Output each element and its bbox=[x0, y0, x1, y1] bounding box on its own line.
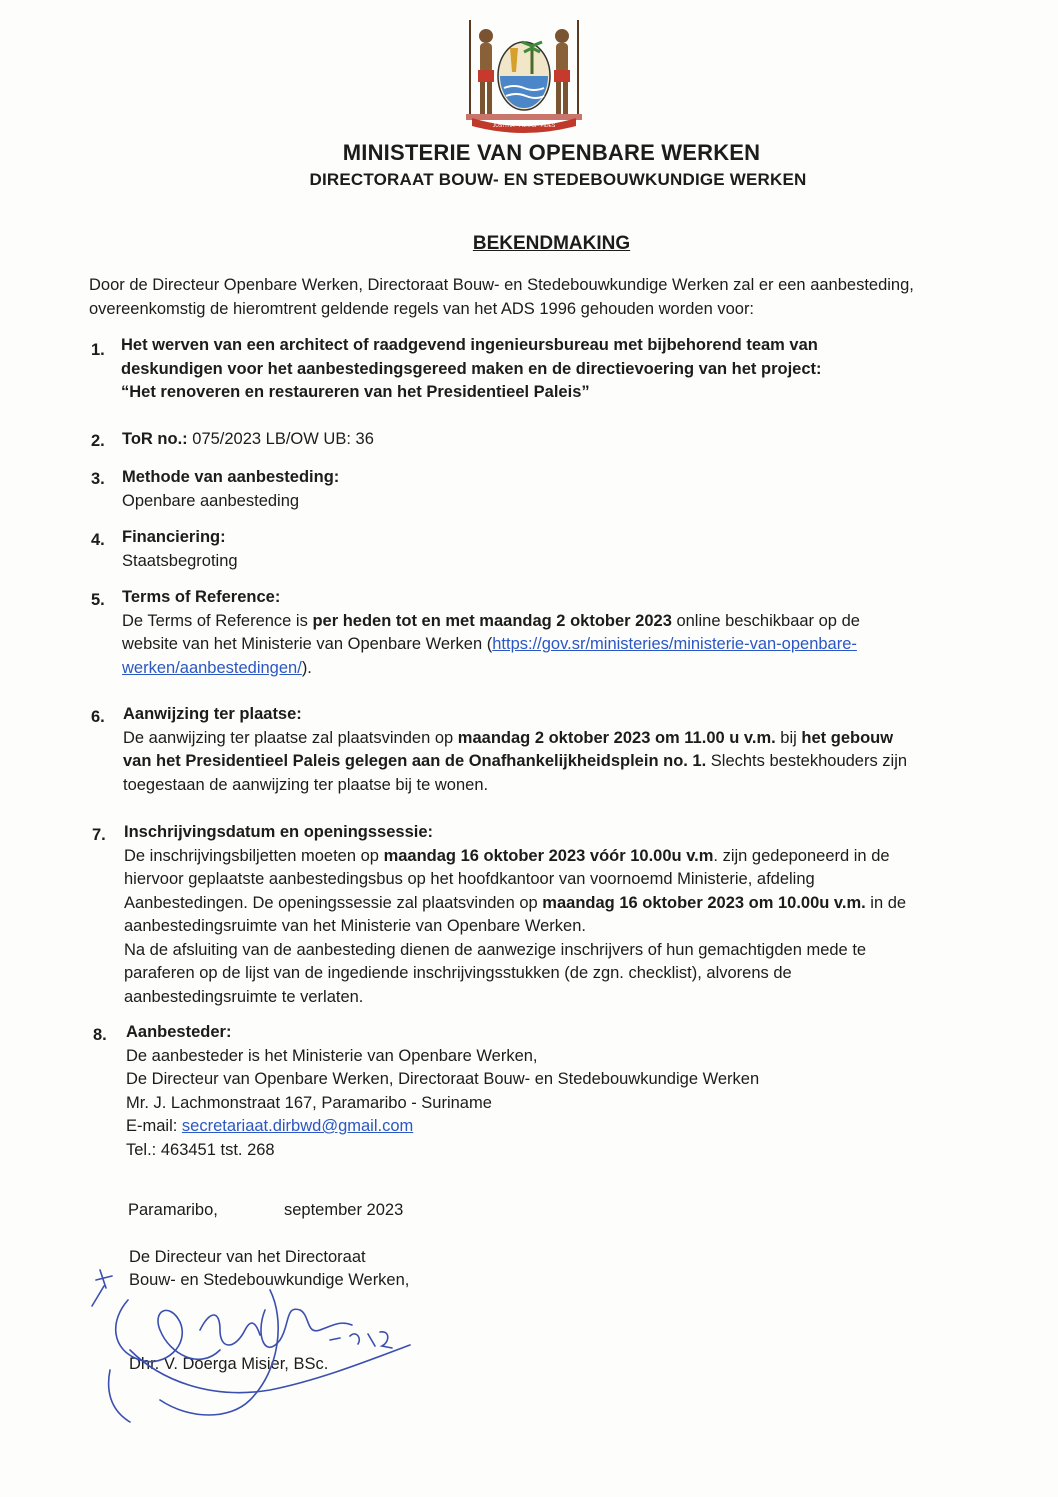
item-7-text-f: in de bbox=[865, 893, 907, 912]
item-6-text-d: het gebouw bbox=[801, 728, 894, 747]
site-visit-location: van het Presidentieel Paleis gelegen aan de Onafhankelijkheidsplein no. 1. bbox=[123, 752, 707, 770]
item-7-text bbox=[124, 821, 1024, 1009]
item-2-number: 2. bbox=[91, 432, 105, 450]
email-link[interactable]: secretariaat.dirbwd@gmail.com bbox=[181, 1117, 414, 1135]
item-8-phone: Tel.: 463451 tst. 268 bbox=[126, 1140, 275, 1159]
shield bbox=[498, 42, 550, 110]
item-5-deadline: per heden tot en met maandag 2 oktober 2023 bbox=[312, 611, 672, 630]
item-1-line-2: deskundigen voor het aanbestedingsgereed maken en de directievoering van het project: bbox=[121, 359, 822, 378]
closing-place: Paramaribo, bbox=[128, 1201, 218, 1219]
right-supporter-figure bbox=[554, 20, 578, 114]
signatory-name: Dhr. V. Doerga Misier, BSc. bbox=[129, 1355, 329, 1373]
item-8-text bbox=[126, 1021, 1006, 1162]
item-7-text-c: . zijn gedeponeerd in de bbox=[713, 846, 890, 865]
item-5-text-a: De Terms of Reference is bbox=[122, 611, 313, 630]
signatory-title-1: De Directeur van het Directoraat bbox=[129, 1248, 366, 1266]
signatory-title-2: Bouw- en Stedebouwkundige Werken, bbox=[129, 1271, 410, 1289]
item-6-line-3: toegestaan de aanwijzing ter plaatse bij te wonen. bbox=[123, 775, 489, 794]
announcement-title: BEKENDMAKING bbox=[472, 233, 631, 254]
method-value: Openbare aanbesteding bbox=[122, 491, 300, 510]
tor-website-link-cont[interactable]: werken/aanbestedingen/ bbox=[122, 658, 302, 677]
item-1-line-1: Het werven van een architect of raadgevend ingenieursbureau met bijbehorend team van bbox=[121, 336, 818, 354]
item-5-text-e: ). bbox=[301, 658, 312, 677]
item-7-text-d: Aanbestedingen. De openingssessie zal plaatsvinden op bbox=[124, 893, 543, 912]
financing-label: Financiering: bbox=[122, 528, 226, 546]
tor-section-label: Terms of Reference: bbox=[122, 588, 281, 606]
item-6-text-f: Slechts bestekhouders zijn bbox=[706, 752, 908, 770]
item-1-number: 1. bbox=[91, 341, 105, 359]
tor-website-link[interactable]: https://gov.sr/ministeries/ministerie-van-openbare- bbox=[492, 635, 857, 653]
item-3-text bbox=[122, 466, 1002, 513]
item-5-number: 5. bbox=[91, 591, 105, 609]
item-4-text bbox=[122, 526, 1002, 573]
ministry-title: MINISTERIE VAN OPENBARE WERKEN bbox=[342, 140, 761, 165]
contracting-authority-label: Aanbesteder: bbox=[126, 1023, 232, 1041]
tor-label: ToR no.: bbox=[122, 430, 188, 448]
directorate-title: DIRECTORAAT BOUW- EN STEDEBOUWKUNDIGE WERKEN bbox=[309, 170, 807, 189]
item-5-text bbox=[122, 586, 1012, 680]
item-6-line-1 bbox=[123, 727, 1023, 751]
closing-date: september 2023 bbox=[284, 1201, 404, 1219]
emblem-motto: JUSTITIA · PIETAS · FIDES bbox=[492, 123, 556, 129]
submission-label: Inschrijvingsdatum en openingssessie: bbox=[124, 823, 433, 841]
item-4-number: 4. bbox=[91, 531, 105, 549]
left-supporter-figure bbox=[470, 20, 494, 114]
item-7-number: 7. bbox=[92, 826, 106, 844]
method-label: Methode van aanbesteding: bbox=[122, 468, 340, 486]
item-5-line-1 bbox=[122, 610, 1012, 634]
item-1-line-3: “Het renoveren en restaureren van het Presidentieel Paleis” bbox=[121, 383, 590, 401]
item-6-text-c: bij bbox=[775, 728, 802, 747]
site-visit-label: Aanwijzing ter plaatse: bbox=[123, 705, 302, 723]
item-7-line-1 bbox=[124, 845, 1024, 869]
item-8-number: 8. bbox=[93, 1026, 107, 1044]
item-7-line-4: aanbestedingsruimte van het Ministerie van Openbare Werken. bbox=[124, 917, 586, 935]
item-6-line-2 bbox=[123, 750, 1023, 774]
coat-of-arms-emblem bbox=[458, 14, 590, 134]
item-7-line-3 bbox=[124, 892, 1024, 916]
item-5-text-d: website van het Ministerie van Openbare Werken ( bbox=[122, 635, 493, 653]
item-7-line-5: Na de afsluiting van de aanbesteding dienen de aanwezige inschrijvers of hun gemachtigden mede te bbox=[124, 940, 867, 959]
site-visit-date: maandag 2 oktober 2023 om 11.00 u v.m. bbox=[457, 728, 776, 747]
item-5-line-3 bbox=[122, 657, 1012, 681]
opening-session-date: maandag 16 oktober 2023 om 10.00u v.m. bbox=[542, 893, 866, 912]
item-7-line-7: aanbestedingsruimte te verlaten. bbox=[124, 987, 364, 1006]
item-1-text bbox=[121, 334, 1001, 405]
item-5-line-2 bbox=[122, 633, 1012, 657]
item-8-line-1: De aanbesteder is het Ministerie van Openbare Werken, bbox=[126, 1046, 538, 1065]
item-3-number: 3. bbox=[91, 470, 105, 488]
submission-deadline: maandag 16 oktober 2023 vóór 10.00u v.m bbox=[383, 846, 714, 865]
item-6-text-a: De aanwijzing ter plaatse zal plaatsvinden op bbox=[123, 728, 458, 747]
item-7-line-2: hiervoor geplaatste aanbestedingsbus op het hoofdkantoor van voornoemd Ministerie, afdeling bbox=[124, 870, 815, 888]
item-6-text bbox=[123, 703, 1023, 797]
handwritten-signature bbox=[70, 1250, 430, 1430]
tor-number: 075/2023 LB/OW UB: 36 bbox=[192, 430, 374, 448]
item-8-line-2: De Directeur van Openbare Werken, Directoraat Bouw- en Stedebouwkundige Werken bbox=[126, 1070, 760, 1088]
intro-paragraph: Door de Directeur Openbare Werken, Directoraat Bouw- en Stedebouwkundige Werken zal er een aanbesteding, overeenkomstig de hieromtrent geldende regels van het ADS 1996 gehouden worden voor: bbox=[89, 276, 914, 318]
item-5-text-c: online beschikbaar op de bbox=[671, 611, 860, 630]
item-2-text bbox=[122, 428, 1002, 452]
email-label: E-mail: bbox=[126, 1117, 182, 1135]
financing-value: Staatsbegroting bbox=[122, 551, 238, 570]
item-8-email-line bbox=[126, 1115, 1006, 1139]
item-7-text-a: De inschrijvingsbiljetten moeten op bbox=[124, 846, 384, 865]
item-8-address: Mr. J. Lachmonstraat 167, Paramaribo - Suriname bbox=[126, 1093, 492, 1112]
item-7-line-6: paraferen op de lijst van de ingediende inschrijvingsstukken (de zgn. checklist), alvorens de bbox=[124, 964, 792, 982]
item-6-number: 6. bbox=[91, 708, 105, 726]
